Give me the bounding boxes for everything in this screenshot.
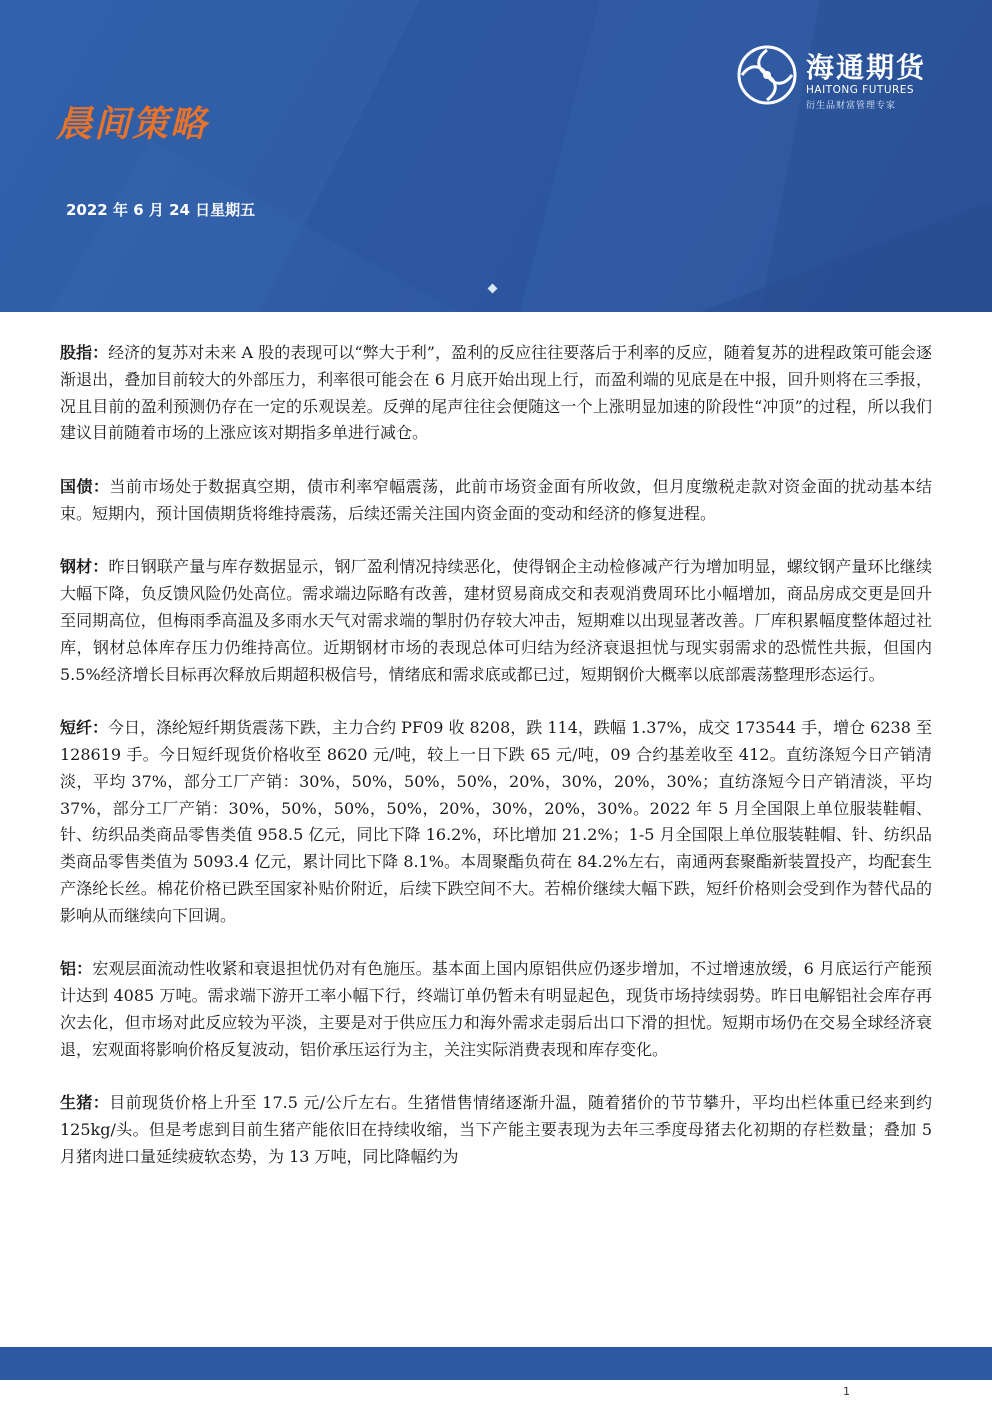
section-label: 股指： xyxy=(60,343,109,362)
page-title: 晨间策略 xyxy=(56,104,209,145)
section-text: 经济的复苏对未来 A 股的表现可以“弊大于利”，盈利的反应往往要落后于利率的反应，随着复苏的进程政策可能会逐渐退出，叠加目前较大的外部压力，利率很可能会在 6 月底开始出现上行，而盈利端的见底是在中报，回升则将在三季报，况且目前的盈利预测仍存在一定的乐观误差。反弹的尾声往往会便随这一个上涨明显加速的阶段性“冲顶”的过程，所以我们建议目前随着市场的上涨应该对期指多单进行减仓。 xyxy=(60,343,932,443)
section-text: 目前现货价格上升至 17.5 元/公斤左右。生猪惜售情绪逐渐升温，随着猪价的节节攀升，平均出栏体重已经来到约 125kg/头。但是考虑到目前生猪产能依旧在持续收缩，当下产能主要表现为去年三季度母猪去化初期的存栏数量；叠加 5 月猪肉进口量延续疲软态势，为 13 万吨，同比降幅约为 xyxy=(60,1093,932,1166)
page-header-banner xyxy=(0,0,992,312)
section-steel xyxy=(60,554,932,688)
section-aluminum xyxy=(60,956,932,1063)
haitong-logo-icon xyxy=(736,44,798,106)
section-label: 铝： xyxy=(60,959,93,979)
logo-chinese-name: 海通期货 xyxy=(806,51,927,84)
footer-bar xyxy=(0,1347,992,1380)
section-live-hogs xyxy=(60,1090,932,1170)
report-body xyxy=(60,340,932,1198)
section-label: 钢材： xyxy=(60,557,109,577)
page-number: 1 xyxy=(843,1385,850,1398)
section-label: 短纤： xyxy=(60,718,109,738)
logo-english-name: HAITONG FUTURES xyxy=(806,84,915,96)
section-text: 当前市场处于数据真空期，债市利率窄幅震荡，此前市场资金面有所收敛，但月度缴税走款对资金面的扰动基本结束。短期内，预计国债期货将维持震荡，后续还需关注国内资金面的变动和经济的修复进程。 xyxy=(60,476,932,523)
logo-slogan: 衍生品财富管理专家 xyxy=(806,101,897,111)
company-logo xyxy=(736,44,966,114)
section-treasury-bonds xyxy=(60,474,932,528)
section-label: 国债： xyxy=(60,476,110,496)
section-text: 今日，涤纶短纤期货震荡下跌，主力合约 PF09 收 8208，跌 114，跌幅 1.37%，成交 173544 手，增仓 6238 至 128619 手。今日短纤现货价格收至 8620 元/吨，较上一日下跌 65 元/吨，09 合约基差收至 412。直纺涤短今日产销清淡，平均 37%，部分工厂产销：30%，50%，50%，50%，20%，30%，20%，30%；直纺涤短今日产销清淡，平均 37%，部分工厂产销：30%，50%，50%，50%，20%，30%，20%，30%。2022 年 5 月全国限上单位服装鞋帽、针、纺织品类商品零售类值 958.5 亿元，同比下降 16.2%，环比增加 21.2%；1-5 月全国限上单位服装鞋帽、针、纺织品类商品零售类值为 5093.4 亿元，累计同比下降 8.1%。本周聚酯负荷在 84.2%左右，南通两套聚酯新装置投产，均配套生产涤纶长丝。棉花价格已跌至国家补贴价附近，后续下跌空间不大。若棉价继续大幅下跌，短纤价格则会受到作为替代品的影响从而继续向下回调。 xyxy=(60,718,932,925)
section-text: 宏观层面流动性收紧和衰退担忧仍对有色施压。基本面上国内原铝供应仍逐步增加，不过增速放缓，6 月底运行产能预计达到 4085 万吨。需求端下游开工率小幅下行，终端订单仍暂未有明显起色，现货市场持续弱势。昨日电解铝社会库存再次去化，但市场对此反应较为平淡，主要是对于供应压力和海外需求走弱后出口下滑的担忧。短期市场仍在交易全球经济衰退，宏观面将影响价格反复波动，铝价承压运行为主，关注实际消费表现和库存变化。 xyxy=(60,959,932,1059)
section-stock-index xyxy=(60,340,932,447)
section-staple-fiber xyxy=(60,715,932,929)
report-date: 2022 年 6 月 24 日星期五 xyxy=(66,201,256,219)
section-label: 生猪： xyxy=(60,1093,110,1113)
section-text: 昨日钢联产量与库存数据显示，钢厂盈利情况持续恶化，使得钢企主动检修减产行为增加明显，螺纹钢产量环比继续大幅下降，负反馈风险仍处高位。需求端边际略有改善，建材贸易商成交和表观消费周环比小幅增加，商品房成交更是回升至同期高位，但梅雨季高温及多雨水天气对需求端的掣肘仍存较大冲击，短期难以出现显著改善。厂库积累幅度整体超过社库，钢材总体库存压力仍维持高位。近期钢材市场的表现总体可归结为经济衰退担忧与现实弱需求的恐慌性共振，但国内 5.5%经济增长目标再次释放后期超积极信号，情绪底和需求底或都已过，短期钢价大概率以底部震荡整理形态运行。 xyxy=(60,557,932,684)
